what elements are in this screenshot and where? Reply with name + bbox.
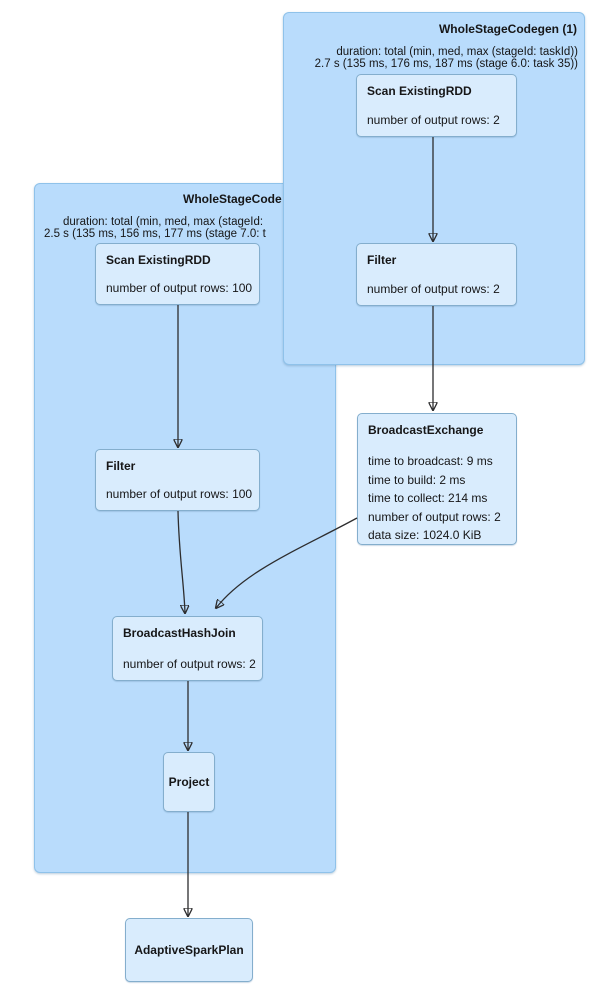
node-metric: data size: 1024.0 KiB <box>368 528 482 542</box>
node-filter-left[interactable] <box>95 449 260 511</box>
cluster-title: WholeStageCodegen (1) <box>438 22 577 36</box>
node-metric: time to build: 2 ms <box>368 472 466 487</box>
cluster-duration-line1: duration: total (min, med, max (stageId: taskId)) <box>336 46 578 58</box>
node-metric: number of output rows: 100 <box>106 487 253 501</box>
node-metric: number of output rows: 2 <box>367 282 500 296</box>
node-metric: number of output rows: 2 <box>368 509 501 524</box>
node-broadcast-exchange[interactable] <box>357 413 517 545</box>
node-project[interactable] <box>163 752 215 812</box>
node-metric: time to collect: 214 ms <box>368 491 488 505</box>
node-title: Scan ExistingRDD <box>106 253 211 267</box>
node-title: Filter <box>106 459 136 473</box>
node-title: BroadcastExchange <box>368 423 484 437</box>
node-metric: number of output rows: 2 <box>367 113 500 127</box>
node-metric: number of output rows: 2 <box>123 657 256 671</box>
node-metrics <box>368 452 506 545</box>
node-scan-existingrdd-right[interactable] <box>356 74 517 137</box>
node-adaptive-spark-plan[interactable] <box>125 918 253 982</box>
node-filter-right[interactable] <box>356 243 517 306</box>
node-metric: number of output rows: 100 <box>106 281 253 295</box>
cluster-wholestagecodegen-1[interactable] <box>283 12 585 365</box>
cluster-duration-line1: duration: total (min, med, max (stageId: <box>63 216 264 228</box>
cluster-duration-line2: 2.5 s (135 ms, 156 ms, 177 ms (stage 7.0: t <box>44 228 266 240</box>
node-title: AdaptiveSparkPlan <box>134 943 244 957</box>
node-broadcast-hash-join[interactable] <box>112 616 263 681</box>
node-title: BroadcastHashJoin <box>123 626 236 640</box>
node-title: Scan ExistingRDD <box>367 84 472 98</box>
node-title: Filter <box>367 253 397 267</box>
cluster-title: WholeStageCode <box>183 192 282 206</box>
node-title: Project <box>168 775 210 789</box>
cluster-duration-line2: 2.7 s (135 ms, 176 ms, 187 ms (stage 6.0: task 35)) <box>314 58 578 70</box>
node-metric: time to broadcast: 9 ms <box>368 454 493 468</box>
cluster-duration <box>284 46 578 70</box>
node-scan-existingrdd-left[interactable] <box>95 243 260 305</box>
